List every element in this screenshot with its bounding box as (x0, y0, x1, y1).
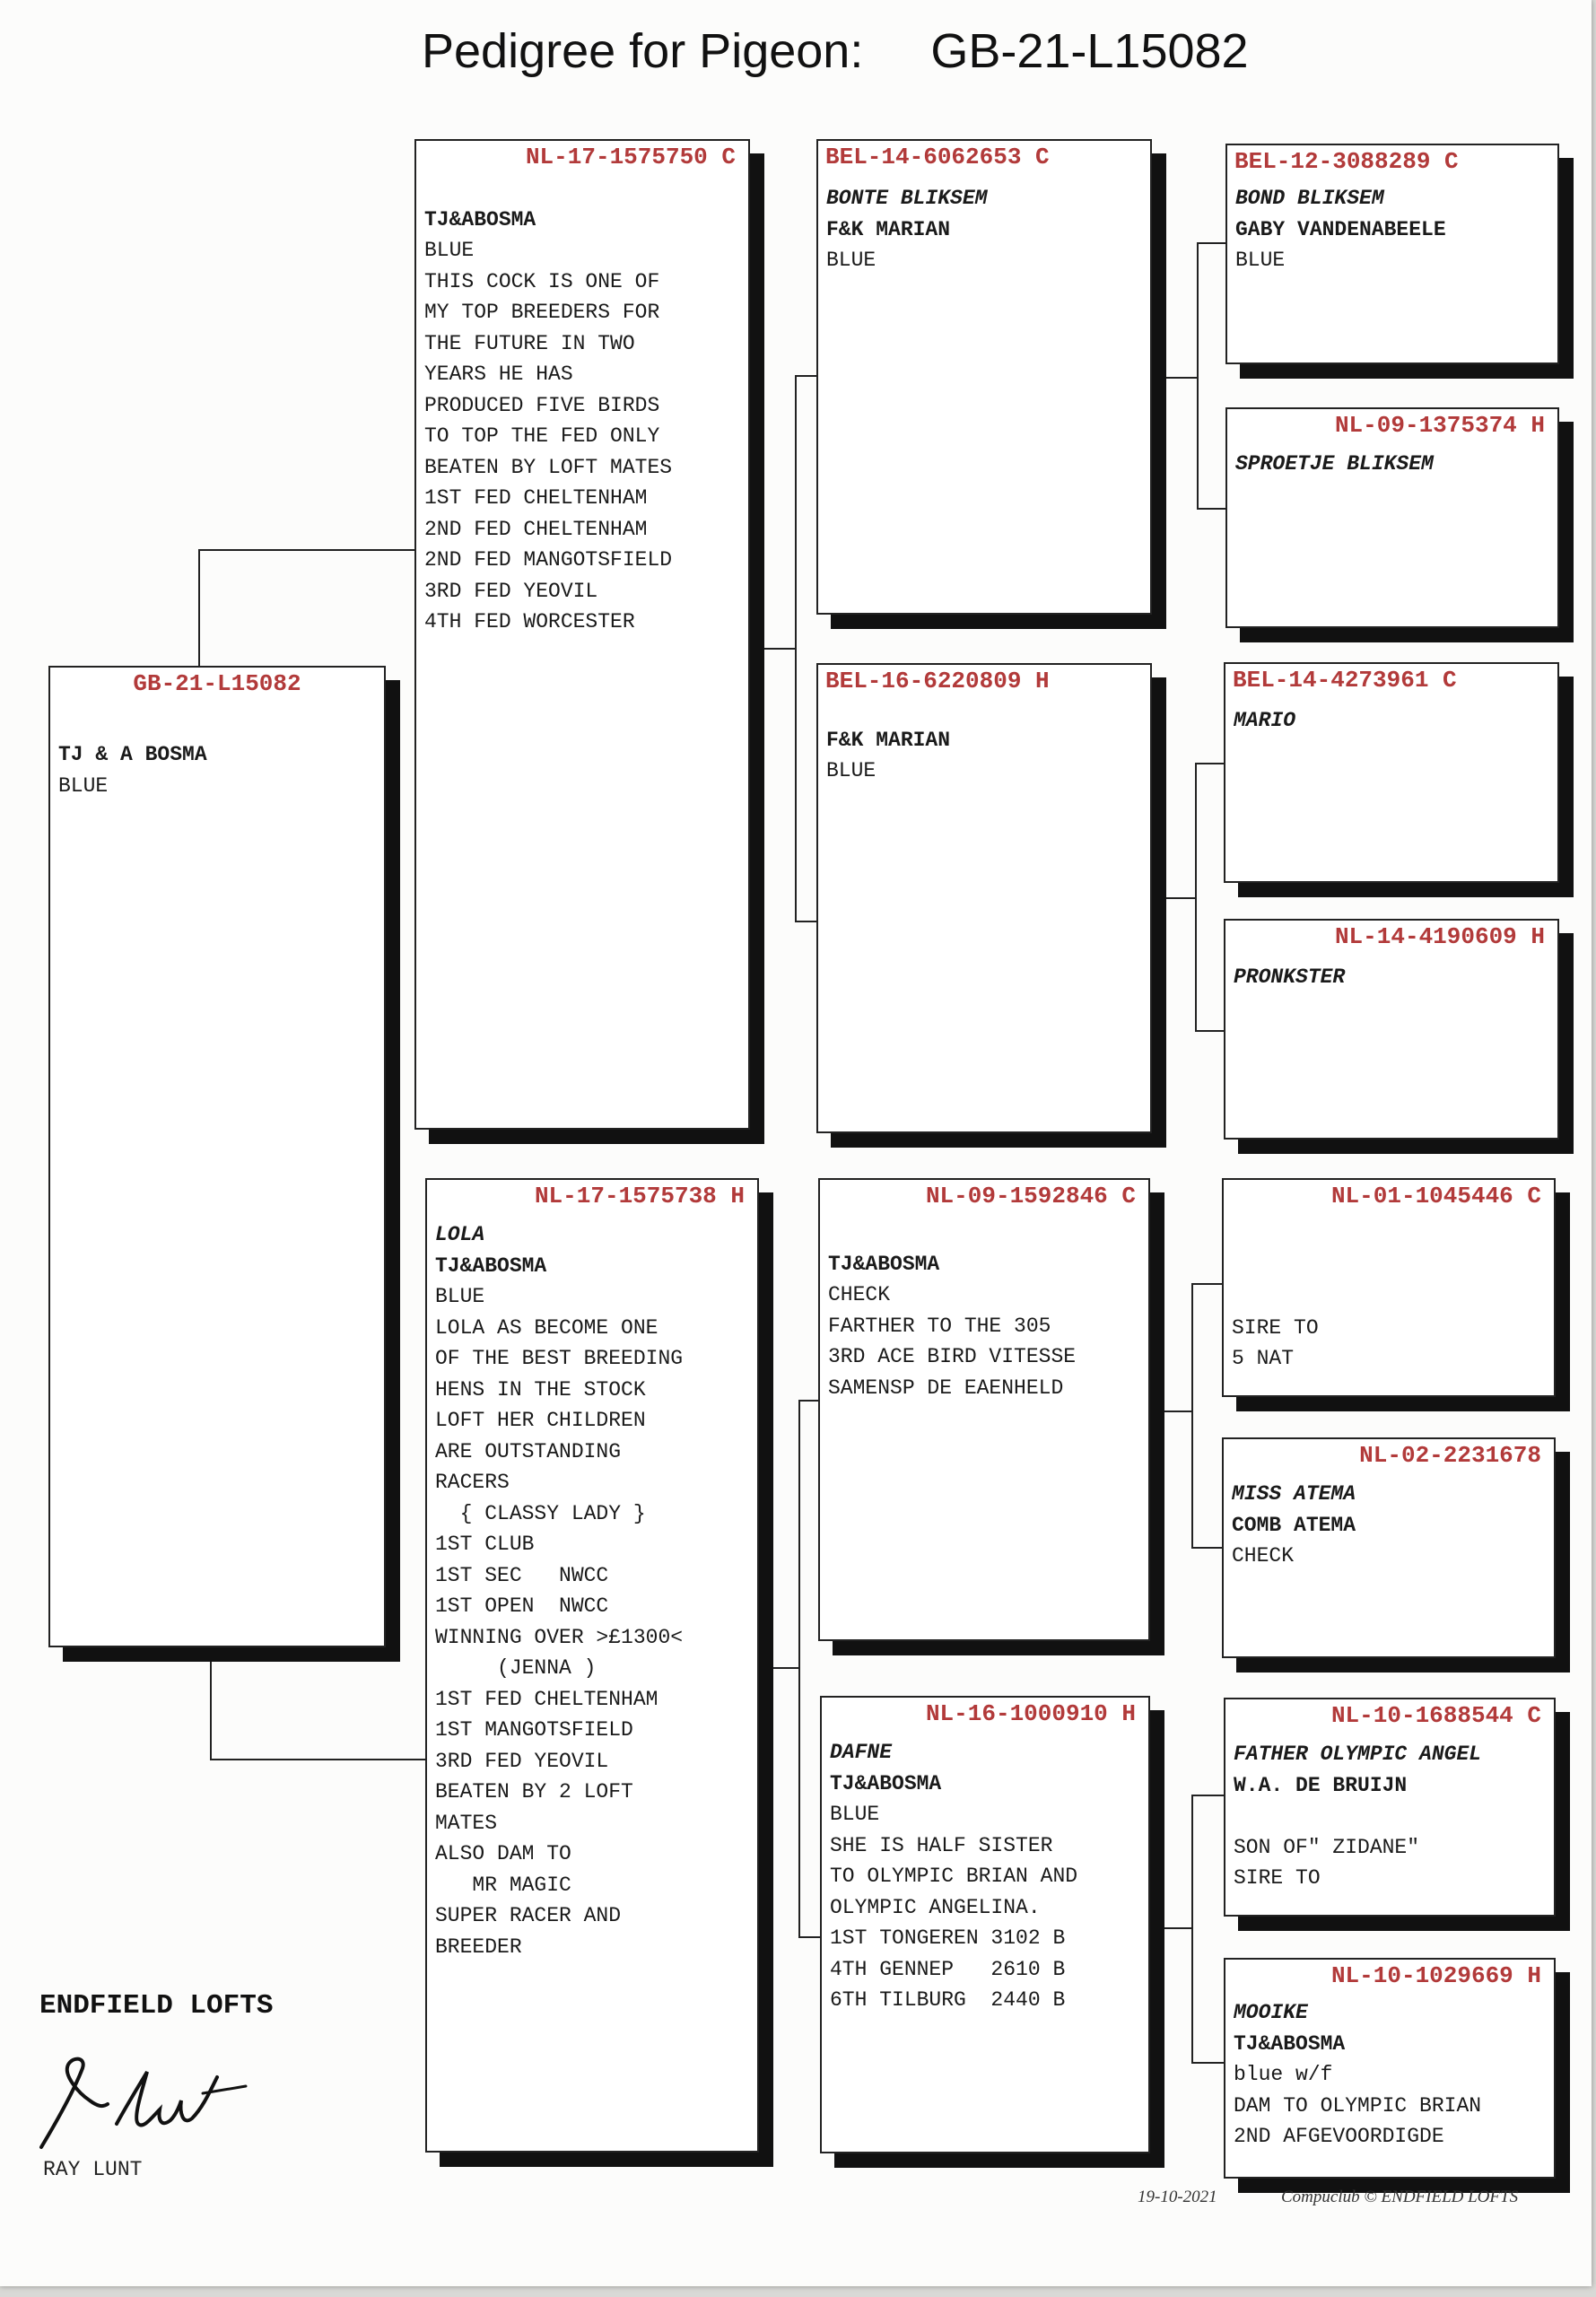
detail-line: 3RD FED YEOVIL (424, 579, 598, 603)
detail-line: W.A. DE BRUIJN (1234, 1773, 1408, 1797)
detail-line: CHECK (828, 1283, 891, 1306)
detail-line (1234, 1801, 1550, 1832)
detail-line: RACERS (435, 1471, 510, 1494)
detail-line: BLUE (58, 773, 109, 798)
detail-line: BLUE (830, 1803, 880, 1826)
detail-line: MATES (435, 1811, 498, 1835)
detail-line: THE FUTURE IN TWO (424, 331, 635, 355)
page-title: Pedigree for Pigeon: GB-21-L15082 (422, 24, 1249, 78)
connector (210, 1660, 212, 1759)
detail-line: LOLA AS BECOME ONE (435, 1315, 658, 1340)
ring-number: NL-16-1000910 H (925, 1700, 1136, 1727)
print-date: 19-10-2021 (1138, 2188, 1217, 2206)
detail-line: YEARS HE HAS (424, 362, 573, 386)
detail-line: ALSO DAM TO (435, 1842, 571, 1865)
detail-line: 5 NAT (1232, 1347, 1295, 1370)
connector (1191, 1795, 1193, 2064)
subject-box (48, 666, 386, 1647)
detail-line: TO OLYMPIC BRIAN AND (830, 1865, 1078, 1888)
ring-number: NL-01-1045446 C (1330, 1183, 1541, 1210)
detail-line: TJ&ABOSMA (828, 1252, 940, 1276)
great-grandparent-box-4 (1224, 919, 1559, 1140)
detail-line: 2ND FED MANGOTSFIELD (424, 548, 673, 572)
grandparent-details (830, 1737, 1145, 2016)
detail-line: SHE IS HALF SISTER (830, 1833, 1053, 1857)
detail-line: 3RD FED YEOVIL (435, 1749, 609, 1773)
connector (763, 1667, 800, 1669)
detail-line: TJ&ABOSMA (435, 1253, 547, 1278)
connector (198, 549, 421, 551)
grandparent-details (828, 1218, 1145, 1403)
connector (210, 1759, 425, 1760)
detail-line: BLUE (424, 239, 475, 262)
ring-number: GB-21-L15082 (133, 670, 301, 697)
detail-line: THIS COCK IS ONE OF (424, 269, 660, 293)
connector (754, 648, 797, 650)
detail-line (826, 694, 1147, 725)
dam-box (425, 1178, 759, 2153)
detail-line: LOFT HER CHILDREN (435, 1409, 646, 1432)
detail-line: GABY VANDENABEELE (1235, 217, 1446, 241)
connector (798, 1400, 820, 1402)
detail-line: TJ & A BOSMA (58, 743, 207, 766)
great-grandparent-details (1232, 1479, 1550, 1572)
connector (1195, 1030, 1227, 1032)
detail-line: SUPER RACER AND (435, 1904, 622, 1927)
detail-line: 1ST SEC NWCC (435, 1563, 609, 1587)
detail-line: MISS ATEMA (1232, 1482, 1356, 1506)
connector (1191, 1283, 1193, 1549)
grandparent-box-1 (816, 139, 1152, 615)
ring-number: NL-17-1575738 H (534, 1183, 745, 1210)
great-grandparent-details (1234, 962, 1554, 993)
detail-line: 1ST MANGOTSFIELD (435, 1718, 633, 1742)
detail-line: TJ&ABOSMA (424, 207, 536, 231)
great-grandparent-details (1234, 1997, 1550, 2153)
detail-line (424, 173, 745, 205)
connector (1197, 508, 1229, 510)
detail-line: 6TH TILBURG 2440 B (830, 1988, 1066, 2012)
ring-number: NL-10-1688544 C (1330, 1702, 1541, 1729)
detail-line: BLUE (1235, 249, 1286, 272)
great-grandparent-box-3 (1224, 662, 1559, 883)
detail-line: BEATEN BY 2 LOFT (435, 1780, 633, 1804)
grandparent-details (826, 694, 1147, 787)
detail-line (1232, 1219, 1550, 1251)
detail-line: 2ND AFGEVOORDIGDE (1234, 2125, 1444, 2148)
detail-line: blue w/f (1234, 2063, 1333, 2086)
detail-line: { CLASSY LADY } (435, 1501, 646, 1525)
connector (1195, 763, 1227, 764)
detail-line: CHECK (1232, 1544, 1295, 1568)
connector (1197, 242, 1229, 244)
connector (1191, 1547, 1224, 1549)
ring-number: NL-17-1575750 C (525, 144, 736, 170)
detail-line: BOND BLIKSEM (1235, 187, 1384, 210)
detail-line: COMB ATEMA (1232, 1513, 1356, 1537)
detail-line: MR MAGIC (435, 1873, 571, 1897)
connector (1191, 1283, 1224, 1285)
detail-line: BEATEN BY LOFT MATES (424, 455, 673, 479)
detail-line: PRONKSTER (1234, 965, 1346, 989)
great-grandparent-box-2 (1225, 407, 1559, 628)
detail-line: F&K MARIAN (826, 728, 951, 752)
ring-number: NL-09-1375374 H (1334, 412, 1545, 439)
connector (1161, 897, 1195, 899)
great-grandparent-box-8 (1224, 1958, 1556, 2179)
great-grandparent-box-1 (1225, 144, 1559, 364)
connector (1195, 763, 1197, 1032)
ring-number: BEL-14-4273961 C (1233, 667, 1457, 694)
detail-line: 4TH FED WORCESTER (424, 610, 635, 633)
detail-line: OF THE BEST BREEDING (435, 1347, 684, 1370)
detail-line: BLUE (435, 1285, 485, 1308)
detail-line: F&K MARIAN (826, 217, 951, 241)
grandparent-details (826, 183, 1147, 276)
connector (798, 1936, 820, 1938)
detail-line: FARTHER TO THE 305 (828, 1314, 1051, 1338)
connector (795, 375, 797, 922)
sire-details (424, 173, 745, 638)
connector (1197, 242, 1199, 510)
detail-line: 1ST FED CHELTENHAM (424, 486, 648, 510)
detail-line: SAMENSP DE EAENHELD (828, 1376, 1064, 1400)
detail-line: TJ&ABOSMA (1234, 2031, 1346, 2056)
great-grandparent-box-7 (1224, 1698, 1556, 1917)
connector (1191, 1795, 1224, 1796)
detail-line: BREEDER (435, 1935, 522, 1959)
detail-line: ARE OUTSTANDING (435, 1439, 622, 1463)
detail-line: 3RD ACE BIRD VITESSE (828, 1345, 1077, 1368)
software-credit: Compuclub © ENDFIELD LOFTS (1281, 2188, 1519, 2206)
great-grandparent-details (1235, 449, 1554, 480)
connector (1161, 1927, 1193, 1929)
detail-line: SON OF" ZIDANE" (1234, 1835, 1420, 1859)
ring-number: NL-10-1029669 H (1330, 1962, 1541, 1989)
connector (1161, 377, 1197, 379)
detail-line: SPROETJE BLIKSEM (1235, 452, 1434, 476)
detail-line: 1ST FED CHELTENHAM (435, 1687, 658, 1711)
detail-line: PRODUCED FIVE BIRDS (424, 393, 660, 417)
ring-number: NL-09-1592846 C (925, 1183, 1136, 1210)
ring-number: BEL-12-3088289 C (1234, 148, 1459, 175)
detail-line: (JENNA ) (435, 1656, 597, 1680)
detail-line: MOOIKE (1234, 2001, 1308, 2024)
ring-number: BEL-16-6220809 H (825, 668, 1050, 694)
detail-line: DAFNE (830, 1741, 893, 1764)
detail-line: LOLA (435, 1223, 485, 1246)
signer-name: RAY LUNT (43, 2158, 143, 2181)
detail-line: BLUE (826, 249, 876, 272)
detail-line: 4TH GENNEP 2610 B (830, 1957, 1066, 1981)
great-grandparent-details (1232, 1219, 1550, 1375)
grandparent-box-3 (818, 1178, 1150, 1641)
ring-number: NL-14-4190609 H (1334, 923, 1545, 950)
connector (1191, 2062, 1224, 2064)
great-grandparent-details (1234, 705, 1554, 737)
detail-line: MARIO (1234, 709, 1296, 732)
detail-line (828, 1218, 1145, 1249)
detail-line: WINNING OVER >£1300< (435, 1625, 684, 1649)
detail-line (1232, 1281, 1550, 1313)
connector (198, 549, 200, 666)
connector (1161, 1411, 1193, 1412)
sire-box (414, 139, 750, 1130)
detail-line: 2ND FED CHELTENHAM (424, 517, 648, 541)
ring-number: BEL-14-6062653 C (825, 144, 1050, 170)
connector (798, 1400, 800, 1938)
signature-image (27, 2041, 260, 2158)
grandparent-box-2 (816, 663, 1152, 1133)
great-grandparent-details (1235, 183, 1554, 276)
grandparent-box-4 (820, 1696, 1150, 2153)
great-grandparent-box-6 (1222, 1437, 1556, 1658)
subject-details (58, 739, 380, 801)
detail-line: BLUE (826, 759, 876, 782)
detail-line (1232, 1251, 1550, 1282)
detail-line: TJ&ABOSMA (830, 1771, 942, 1795)
detail-line: 1ST TONGEREN 3102 B (830, 1926, 1066, 1950)
detail-line: DAM TO OLYMPIC BRIAN (1234, 2093, 1482, 2118)
dam-details (435, 1219, 754, 1962)
loft-name: ENDFIELD LOFTS (39, 1990, 274, 2022)
detail-line: FATHER OLYMPIC ANGEL (1234, 1742, 1482, 1766)
detail-line: SIRE TO (1232, 1315, 1319, 1340)
detail-line: BONTE BLIKSEM (826, 187, 988, 210)
detail-line: OLYMPIC ANGELINA. (830, 1895, 1041, 1919)
detail-line: MY TOP BREEDERS FOR (424, 301, 660, 324)
great-grandparent-box-5 (1222, 1178, 1556, 1397)
detail-line: SIRE TO (1234, 1866, 1321, 1890)
great-grandparent-details (1234, 1739, 1550, 1894)
detail-line: HENS IN THE STOCK (435, 1377, 646, 1402)
ring-number: NL-02-2231678 (1359, 1442, 1541, 1469)
detail-line: TO TOP THE FED ONLY (424, 424, 660, 448)
detail-line: 1ST CLUB (435, 1533, 535, 1556)
detail-line: 1ST OPEN NWCC (435, 1594, 609, 1618)
